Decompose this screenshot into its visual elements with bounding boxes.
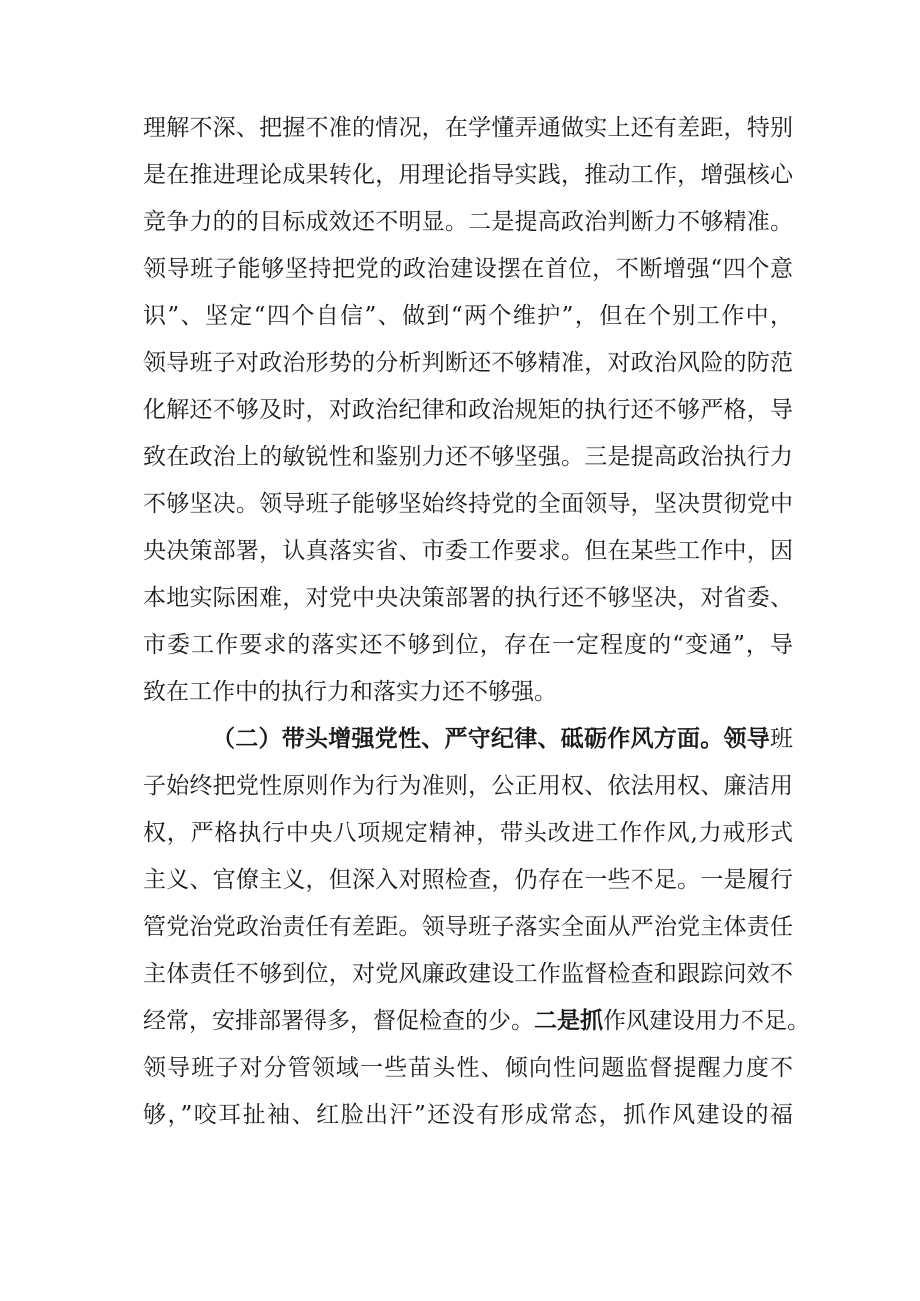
section-heading-line bbox=[212, 724, 793, 754]
line-text: 作风建设用力不足。 bbox=[603, 1008, 810, 1034]
body-line: 主义、官僚主义，但深入对照检查，仍存在一些不足。一是履行 bbox=[143, 867, 793, 893]
body-line: 理解不深、把握不准的情况，在学懂弄通做实上还有差距，特别 bbox=[143, 115, 793, 141]
body-line: 管党治党政治责任有差距。领导班子落实全面从严治党主体责任 bbox=[143, 914, 793, 940]
body-line: 化解还不够及时，对政治纪律和政治规矩的执行还不够严格，导 bbox=[143, 397, 793, 423]
body-line: 够，”咬耳扯袖、红脸出汗”还没有形成常态，抓作风建设的福 bbox=[143, 1102, 793, 1128]
body-line: 市委工作要求的落实还不够到位，存在一定程度的“变通”，导 bbox=[143, 632, 793, 658]
body-line: 本地实际困难，对党中央决策部署的执行还不够坚决，对省委、 bbox=[143, 585, 793, 611]
body-line: 领导班子对分管领域一些苗头性、倾向性问题监督提醒力度不 bbox=[143, 1055, 793, 1081]
body-line: 领导班子能够坚持把党的政治建设摆在首位，不断增强“四个意 bbox=[143, 256, 793, 282]
mixed-body-line bbox=[143, 1006, 810, 1036]
bold-phrase: 二是抓 bbox=[534, 1007, 603, 1034]
body-line: 领导班子对政治形势的分析判断还不够精准，对政治风险的防范 bbox=[143, 350, 793, 376]
section-heading: （二）带头增强党性、严守纪律、砥砺作风方面。领导 bbox=[212, 725, 770, 752]
body-line: 竞争力的的目标成效还不明显。二是提高政治判断力不够精准。 bbox=[143, 209, 793, 235]
body-line: 致在工作中的执行力和落实力还不够强。 bbox=[143, 679, 557, 705]
body-line: 识”、坚定“四个自信”、做到“两个维护”，但在个别工作中， bbox=[143, 303, 793, 329]
body-line: 主体责任不够到位，对党风廉政建设工作监督检查和跟踪问效不 bbox=[143, 961, 793, 987]
body-line: 权，严格执行中央八项规定精神，带头改进工作作风,力戒形式 bbox=[143, 820, 793, 846]
body-line: 央决策部署，认真落实省、市委工作要求。但在某些工作中，因 bbox=[143, 538, 793, 564]
body-line: 是在推进理论成果转化，用理论指导实践，推动工作，增强核心 bbox=[143, 162, 793, 188]
heading-continuation: 班 bbox=[770, 726, 793, 752]
body-line: 不够坚决。领导班子能够坚始终持党的全面领导，坚决贯彻党中 bbox=[143, 491, 793, 517]
body-line: 子始终把党性原则作为行为准则，公正用权、依法用权、廉洁用 bbox=[143, 773, 793, 799]
line-text: 经常，安排部署得多，督促检查的少。 bbox=[143, 1008, 534, 1034]
body-line: 致在政治上的敏锐性和鉴别力还不够坚强。三是提高政治执行力 bbox=[143, 444, 793, 470]
